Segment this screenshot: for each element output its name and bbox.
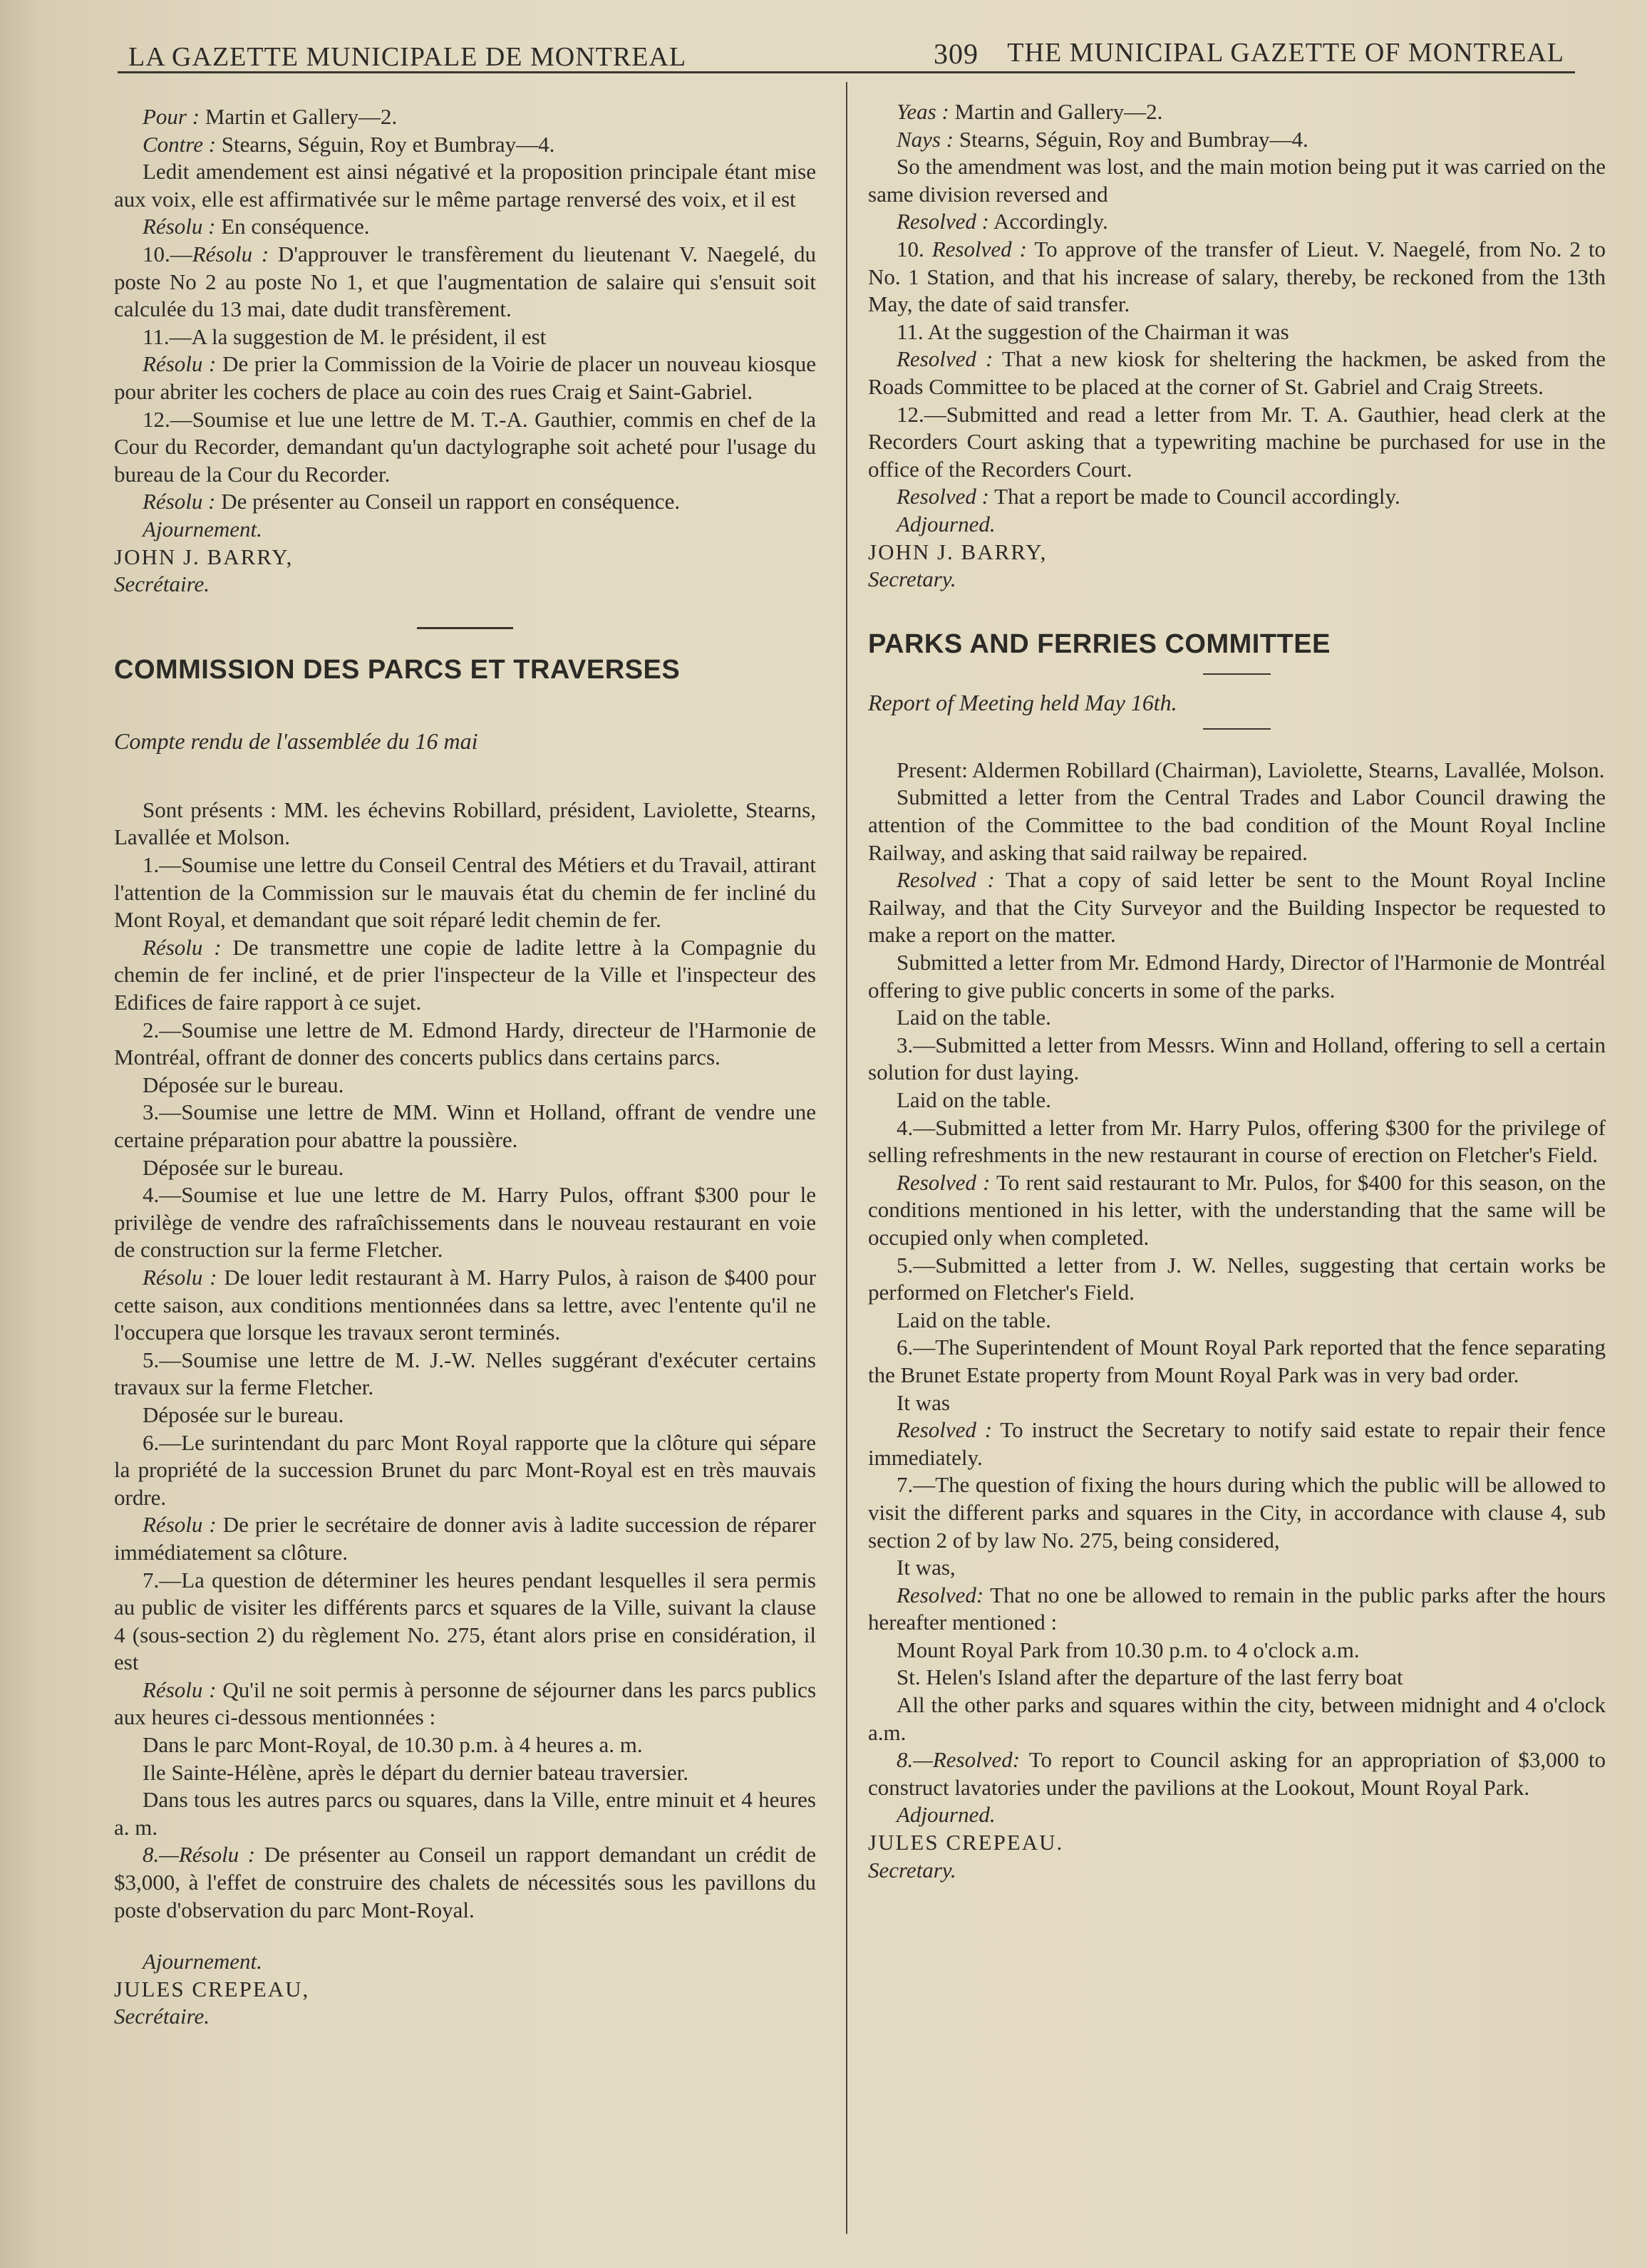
minutes-paragraph: Laid on the table.: [897, 1307, 1051, 1332]
minutes-paragraph: Resolved : To instruct the Secretary to notify said estate to repair their fence immediately.: [868, 1417, 1606, 1470]
english-minutes: [868, 757, 1606, 1802]
minutes-paragraph: Déposée sur le bureau.: [143, 1154, 344, 1180]
minutes-paragraph: Déposée sur le bureau.: [143, 1402, 344, 1427]
page-number: 309: [934, 38, 979, 70]
resolution: 10. Resolved : To approve of the transfer of Lieut. V. Naegelé, from No. 2 to No. 1 Station, and that his increase of salary, thereby, be reckoned from the 13th May, the date of said transfer.: [868, 236, 1606, 317]
resolution: Resolved : That a new kiosk for sheltering the hackmen, be asked from the Roads Committee to be placed at the corner of St. Gabriel and Craig Streets.: [868, 346, 1606, 399]
minutes-paragraph: 3.—Submitted a letter from Messrs. Winn and Holland, offering to sell a certain solution for dust laying.: [868, 1032, 1606, 1085]
vote-yeas: Yeas : Martin and Gallery—2.: [897, 99, 1163, 124]
minutes-paragraph: Résolu : De prier le secrétaire de donner avis à ladite succession de réparer immédiatement sa clôture.: [114, 1512, 816, 1565]
minutes-paragraph: It was,: [897, 1555, 956, 1580]
minutes-paragraph: 4.—Soumise et lue une lettre de M. Harry Pulos, offrant $300 pour le privilège de vendre des rafraîchissements dans le nouveau restaurant en voie de construction sur la ferme Fletcher.: [114, 1182, 816, 1263]
minutes-paragraph: 6.—Le surintendant du parc Mont Royal rapporte que la clôture qui sépare la propriété de la succession Brunet du parc Mont-Royal est en très mauvais ordre.: [114, 1429, 816, 1510]
section-title: PARKS AND FERRIES COMMITTEE: [868, 628, 1331, 659]
vote-contre: Contre : Stearns, Séguin, Roy et Bumbray—4.: [143, 131, 555, 157]
adjournment: Ajournement.: [143, 516, 262, 542]
signature-name: JOHN J. BARRY,: [114, 544, 294, 569]
minutes-paragraph: Resolved : To rent said restaurant to Mr. Pulos, for $400 for this season, on the conditions mentioned in his letter, with the understanding that the same will be occupied only when completed.: [868, 1169, 1606, 1250]
paragraph: 11.—A la suggestion de M. le président, il est: [143, 323, 547, 349]
minutes-paragraph: Laid on the table.: [897, 1087, 1051, 1112]
page-header: [121, 37, 1579, 80]
minutes-paragraph: Déposée sur le bureau.: [143, 1072, 344, 1097]
minutes-paragraph: Dans le parc Mont-Royal, de 10.30 p.m. à 4 heures a. m.: [143, 1732, 643, 1758]
resolution: Resolved : That a report be made to Council accordingly.: [897, 484, 1400, 509]
minutes-paragraph: 3.—Soumise une lettre de MM. Winn et Holland, offrant de vendre une certaine préparation pour abattre la poussière.: [114, 1099, 816, 1152]
adjournment: Adjourned.: [897, 511, 996, 537]
paragraph: So the amendment was lost, and the main motion being put it was carried on the same division reversed and: [868, 154, 1606, 207]
section-subtitle: Report of Meeting held May 16th.: [868, 690, 1177, 716]
minutes-paragraph: 5.—Submitted a letter from J. W. Nelles, suggesting that certain works be performed on Fletcher's Field.: [868, 1252, 1606, 1305]
minutes-paragraph: Resolved: That no one be allowed to remain in the public parks after the hours hereafter mentioned :: [868, 1582, 1606, 1635]
minutes-paragraph: Résolu : De transmettre une copie de ladite lettre à la Compagnie du chemin de fer incliné, et de prier l'inspecteur de la Ville et l'inspecteur des Edifices de faire rapport à ce sujet.: [114, 934, 816, 1015]
minutes-paragraph: 2.—Soumise une lettre de M. Edmond Hardy, directeur de l'Harmonie de Montréal, offrant de donner des concerts publics dans certains parcs.: [114, 1017, 816, 1070]
minutes-paragraph: 7.—The question of fixing the hours during which the public will be allowed to visit the different parks and squares in the City, in accordance with clause 4, sub section 2 of by law No. 275, being considered,: [868, 1472, 1606, 1553]
adjournment: Ajournement.: [143, 1949, 262, 1974]
signature-title: Secrétaire.: [114, 2004, 210, 2029]
minutes-paragraph: 5.—Soumise une lettre de M. J.-W. Nelles suggérant d'exécuter certains travaux sur la ferme Fletcher.: [114, 1347, 816, 1400]
minutes-paragraph: Submitted a letter from Mr. Edmond Hardy, Director of l'Harmonie de Montréal offering to give public concerts in some of the parks.: [868, 950, 1606, 1003]
paragraph: 12.—Submitted and read a letter from Mr. T. A. Gauthier, head clerk at the Recorders Court asking that a typewriting machine be purchased for use in the office of the Recorders Court.: [868, 401, 1606, 482]
minutes-paragraph: Résolu : Qu'il ne soit permis à personne de séjourner dans les parcs publics aux heures ci-dessous mentionnées :: [114, 1677, 817, 1730]
paragraph: Ledit amendement est ainsi négativé et la proposition principale étant mise aux voix, elle est affirmativée sur le même partage renversé des voix, et il est: [114, 159, 816, 212]
signature-title: Secretary.: [868, 566, 956, 592]
resolution: 10.—Résolu : D'approuver le transfèrement du lieutenant V. Naegelé, du poste No 2 au poste No 1, et que l'augmentation de salaire qui s'ensuit soit calculée du 13 mai, date dudit transfèrement.: [114, 241, 816, 322]
header-english-title: THE MUNICIPAL GAZETTE OF MONTREAL: [1007, 38, 1564, 68]
minutes-paragraph: Submitted a letter from the Central Trades and Labor Council drawing the attention of the Committee to the bad condition of the Mount Royal Incline Railway, and asking that said railway be repaired.: [868, 785, 1606, 865]
minutes-paragraph: Ile Sainte-Hélène, après le départ du dernier bateau traversier.: [143, 1759, 689, 1785]
adjournment: Adjourned.: [897, 1802, 996, 1828]
minutes-paragraph: Résolu : De louer ledit restaurant à M. Harry Pulos, à raison de $400 pour cette saison, aux conditions mentionnées dans sa lettre, avec l'entente qu'il ne l'occupera que lorsque les travaux seront terminés.: [114, 1264, 817, 1345]
resolution: Résolu : De prier la Commission de la Voirie de placer un nouveau kiosque pour abriter les cochers de place au coin des rues Craig et Saint-Gabriel.: [114, 351, 816, 404]
paragraph: 11. At the suggestion of the Chairman it was: [897, 319, 1289, 344]
minutes-paragraph: 1.—Soumise une lettre du Conseil Central des Métiers et du Travail, attirant l'attention de la Commission sur le mauvais état du chemin de fer incliné du Mont Royal, et demandant que soit réparé ledit chemin de fer.: [114, 852, 816, 933]
minutes-paragraph: 6.—The Superintendent of Mount Royal Park reported that the fence separating the Brunet Estate property from Mount Royal Park was in very bad order.: [868, 1335, 1606, 1387]
signature-name: JOHN J. BARRY,: [868, 539, 1048, 564]
english-column: [868, 98, 1606, 1884]
minutes-paragraph: Present: Aldermen Robillard (Chairman), Laviolette, Stearns, Lavallée, Molson.: [897, 757, 1605, 782]
resolution: Résolu : En conséquence.: [143, 214, 370, 239]
minutes-paragraph: It was: [897, 1389, 950, 1415]
french-column: [114, 103, 816, 2031]
minutes-paragraph: Laid on the table.: [897, 1005, 1051, 1030]
minutes-paragraph: Dans tous les autres parcs ou squares, dans la Ville, entre minuit et 4 heures a. m.: [114, 1787, 816, 1840]
resolution: Résolu : De présenter au Conseil un rapport en conséquence.: [143, 489, 681, 514]
minutes-paragraph: 8.—Résolu : De présenter au Conseil un rapport demandant un crédit de $3,000, à l'effet de construire des chalets de nécessités sous les pavillons du poste d'observation du parc Mont-Royal.: [114, 1842, 816, 1922]
column-divider: [846, 82, 847, 2234]
section-subtitle: Compte rendu de l'assemblée du 16 mai: [114, 728, 478, 755]
minutes-paragraph: 4.—Submitted a letter from Mr. Harry Pulos, offering $300 for the privilege of selling refreshments in the new restaurant in course of erection on Fletcher's Field.: [868, 1114, 1606, 1168]
minutes-paragraph: Sont présents : MM. les échevins Robillard, président, Laviolette, Stearns, Lavallée et Molson.: [114, 797, 816, 850]
signature-title: Secrétaire.: [114, 571, 210, 597]
header-french-title: LA GAZETTE MUNICIPALE DE MONTREAL: [128, 42, 687, 72]
section-title: COMMISSION DES PARCS ET TRAVERSES: [114, 654, 681, 685]
vote-nays: Nays : Stearns, Séguin, Roy and Bumbray—4.: [897, 126, 1308, 152]
signature-name: JULES CREPEAU,: [114, 1976, 310, 2002]
resolution: Resolved : Accordingly.: [897, 209, 1108, 234]
paragraph: 12.—Soumise et lue une lettre de M. T.-A. Gauthier, commis en chef de la Cour du Recorder, demandant qu'un dactylographe soit acheté pour l'usage du bureau de la Cour du Recorder.: [114, 406, 816, 487]
header-rule: [118, 71, 1575, 73]
signature-name: JULES CREPEAU.: [868, 1830, 1064, 1855]
vote-pour: Pour : Martin et Gallery—2.: [143, 104, 398, 129]
minutes-paragraph: Mount Royal Park from 10.30 p.m. to 4 o'clock a.m.: [897, 1637, 1360, 1662]
minutes-paragraph: 7.—La question de déterminer les heures pendant lesquelles il sera permis au public de visiter les différents parcs et squares de la Ville, suivant la clause 4 (sous-section 2) du règlement No. 275, étant alors prise en considération, il est: [114, 1567, 816, 1675]
minutes-paragraph: All the other parks and squares within the city, between midnight and 4 o'clock a.m.: [868, 1692, 1606, 1745]
french-minutes: [114, 797, 816, 1924]
signature-title: Secretary.: [868, 1857, 956, 1883]
minutes-paragraph: St. Helen's Island after the departure of the last ferry boat: [897, 1664, 1403, 1690]
minutes-paragraph: 8.—Resolved: To report to Council asking for an appropriation of $3,000 to construct lavatories under the pavilions at the Lookout, Mount Royal Park.: [868, 1747, 1606, 1800]
minutes-paragraph: Resolved : That a copy of said letter be sent to the Mount Royal Incline Railway, and that the City Surveyor and the Building Inspector be requested to make a report on the matter.: [868, 867, 1606, 948]
